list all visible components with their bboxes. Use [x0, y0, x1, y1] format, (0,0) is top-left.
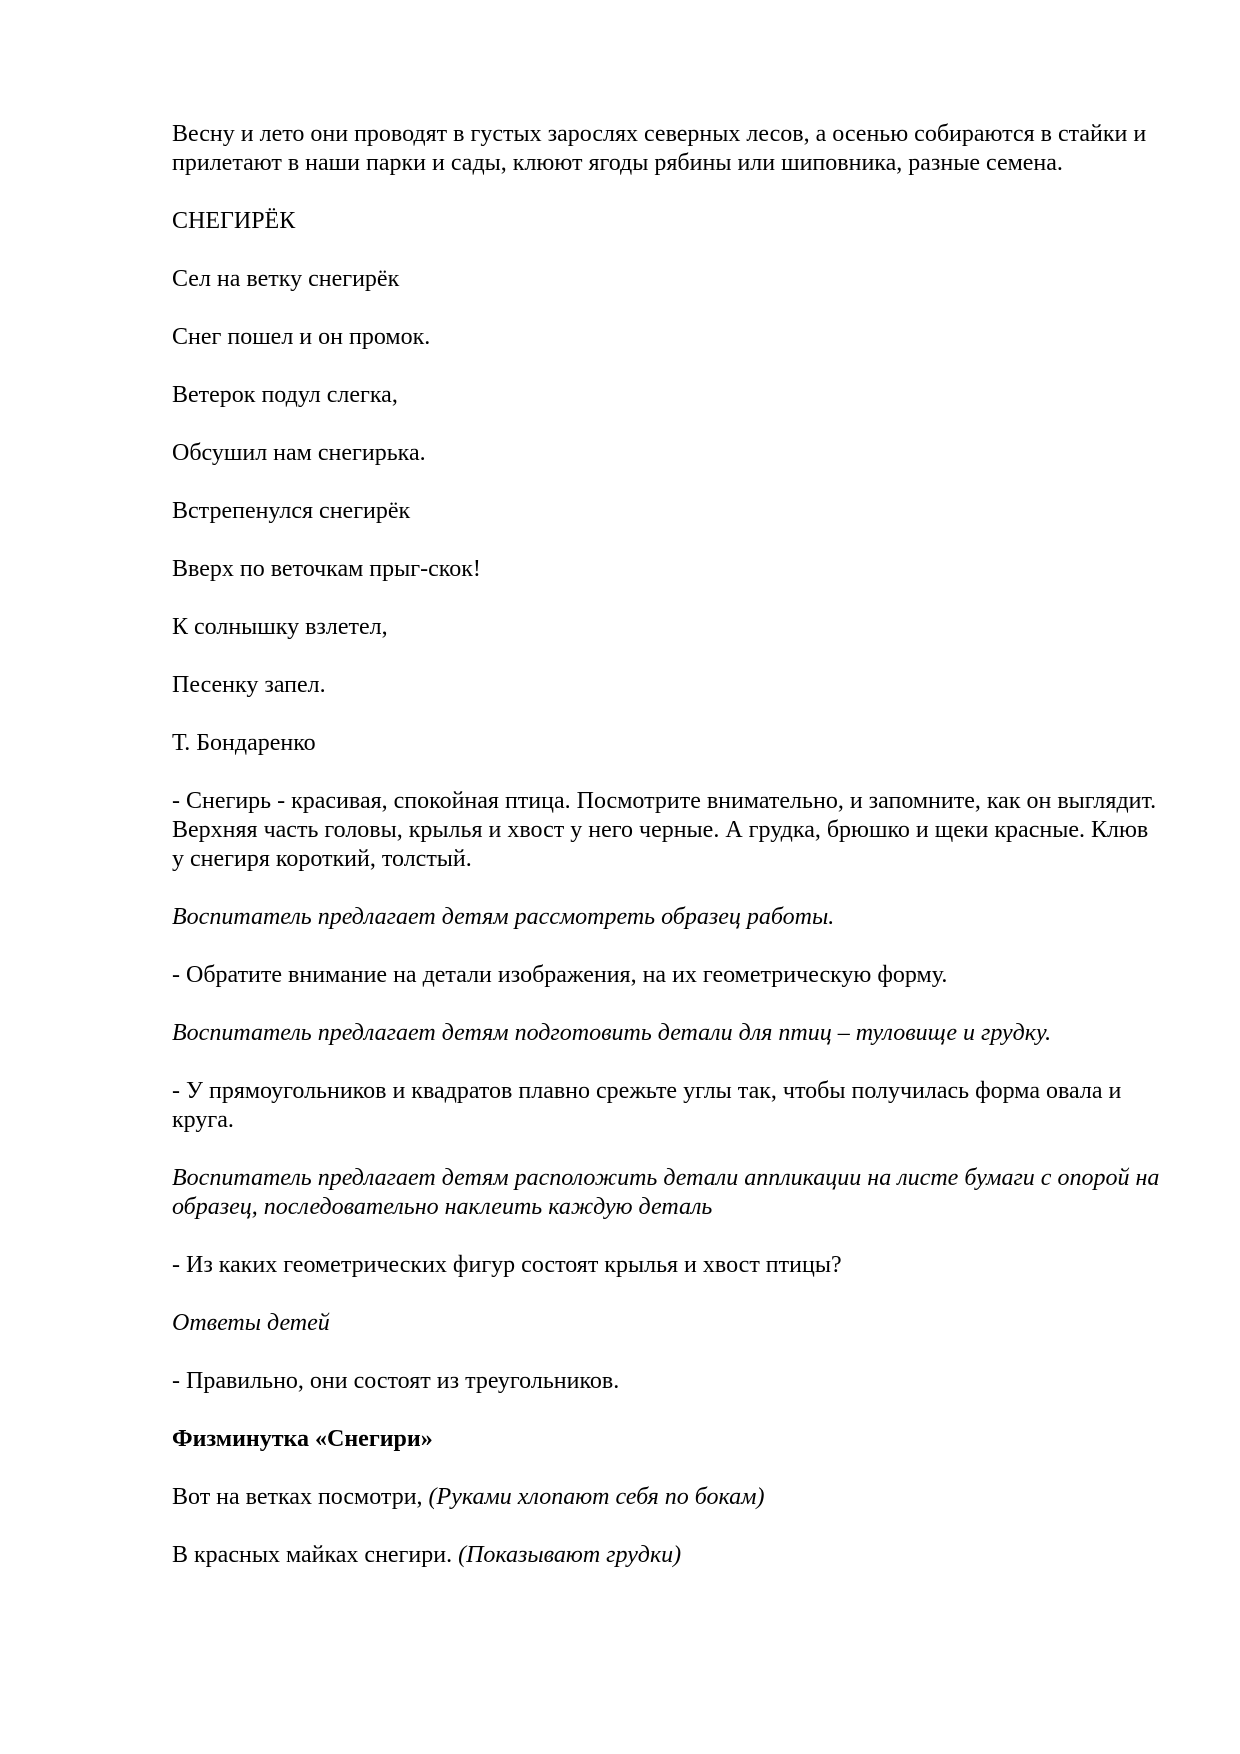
bullfinch-description: - Снегирь - красивая, спокойная птица. Посмотрите внимательно, и запомните, как он выглядит. Верхняя часть головы, крылья и хвост у него черные. А грудка, брюшко и щеки красные. Клюв у снегиря короткий, толстый.: [172, 788, 1157, 872]
exercise-line-2-text: В красных майках снегири.: [172, 1542, 453, 1568]
poem-line-2: Снег пошел и он промок.: [172, 324, 431, 350]
poem-line-3: Ветерок подул слегка,: [172, 382, 398, 408]
physminutka-heading: Физминутка «Снегири»: [172, 1426, 433, 1452]
exercise-line-1: [172, 1483, 1164, 1512]
answer-confirmation: - Правильно, они состоят из треугольников.: [172, 1368, 620, 1394]
intro-paragraph: Весну и лето они проводят в густых зарослях северных лесов, а осенью собираются в стайки и прилетают в наши парки и сады, клюют ягоды рябины или шиповника, разные семена.: [172, 121, 1147, 176]
shapes-question: - Из каких геометрических фигур состоят крылья и хвост птицы?: [172, 1252, 842, 1278]
exercise-line-2-action-note: (Показывают грудки): [452, 1542, 682, 1568]
poem-title: СНЕГИРЁК: [172, 208, 296, 234]
teacher-note-sample: Воспитатель предлагает детям рассмотреть образец работы.: [172, 904, 835, 930]
cutting-instruction: - У прямоугольников и квадратов плавно срежьте углы так, чтобы получилась форма овала и круга.: [172, 1078, 1122, 1133]
poem-line-8: Песенку запел.: [172, 672, 326, 698]
teacher-note-arrange: Воспитатель предлагает детям расположить детали аппликации на листе бумаги с опорой на образец, последовательно наклеить каждую деталь: [172, 1165, 1160, 1220]
details-instruction: - Обратите внимание на детали изображения, на их геометрическую форму.: [172, 962, 948, 988]
exercise-line-2: [172, 1541, 1164, 1570]
exercise-line-1-action-note: (Руками хлопают себя по бокам): [422, 1484, 765, 1510]
poem-line-4: Обсушил нам снегирька.: [172, 440, 426, 466]
poem-line-1: Сел на ветку снегирёк: [172, 266, 400, 292]
poem-author: Т. Бондаренко: [172, 730, 316, 756]
poem-line-6: Вверх по веточкам прыг-скок!: [172, 556, 481, 582]
teacher-note-prepare: Воспитатель предлагает детям подготовить детали для птиц – туловище и грудку.: [172, 1020, 1052, 1046]
poem-line-5: Встрепенулся снегирёк: [172, 498, 411, 524]
children-answers-note: Ответы детей: [172, 1310, 330, 1336]
poem-line-7: К солнышку взлетел,: [172, 614, 388, 640]
exercise-line-1-text: Вот на ветках посмотри,: [172, 1484, 423, 1510]
